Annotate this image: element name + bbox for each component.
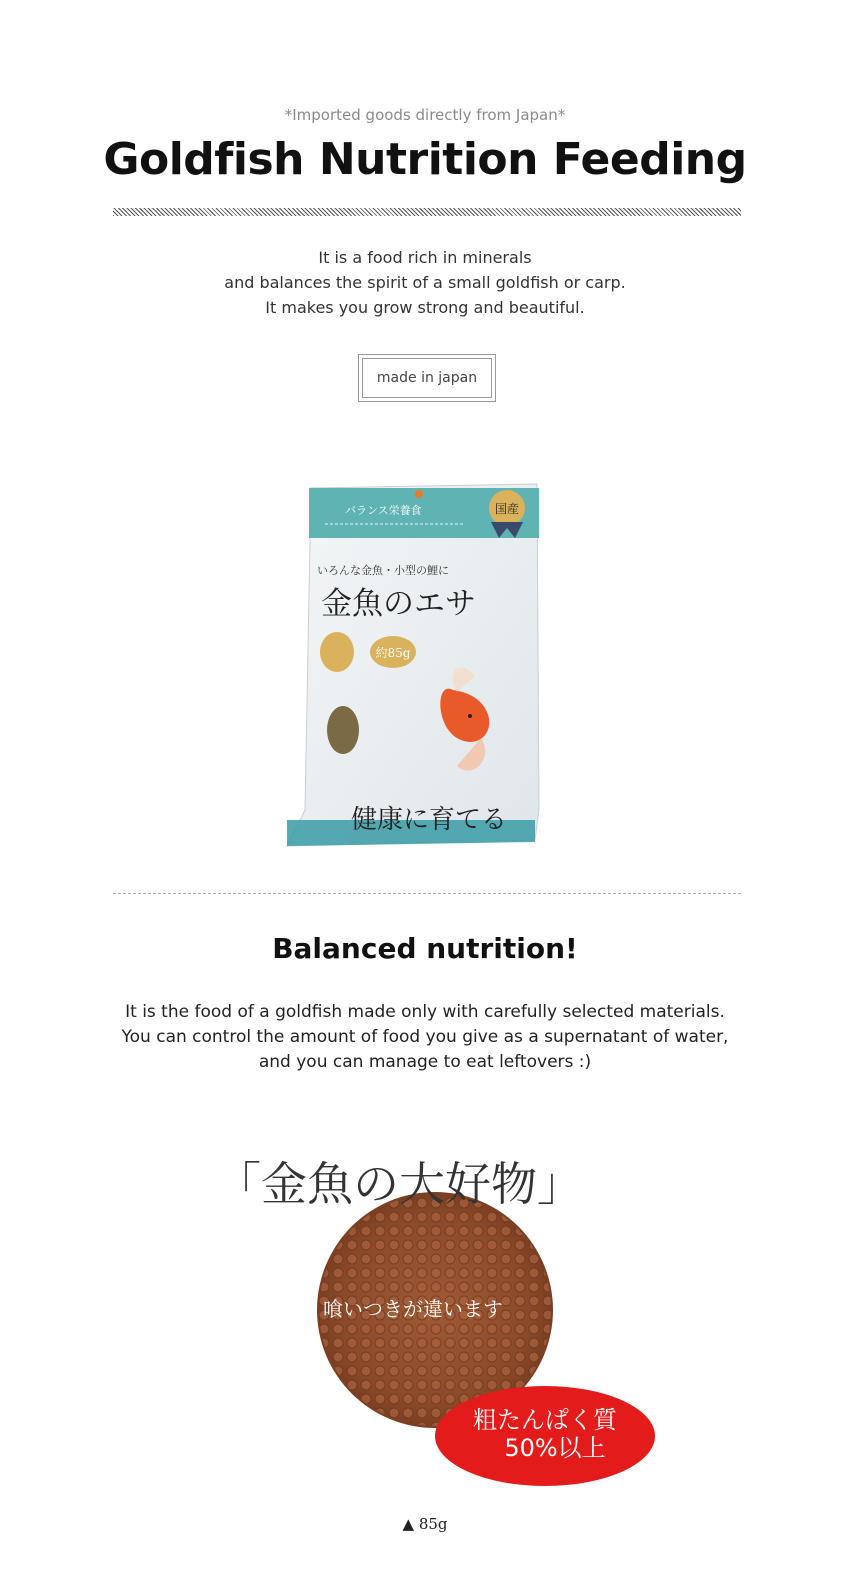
pellet-overlay-text: 喰いつきが違います <box>323 1297 503 1321</box>
weight-caption-text: 85g <box>418 1515 448 1533</box>
bag-product-name: 金魚のエサ <box>321 586 476 622</box>
description-line: You can control the amount of food you give as a supernatant of water, <box>121 1027 729 1047</box>
bag-weight-tag: 約85g <box>375 646 411 660</box>
pellet-headline: 「金魚の大好物」 <box>215 1157 583 1211</box>
pellet-image <box>205 1140 665 1490</box>
oval-line-2: 50%以上 <box>504 1434 606 1462</box>
bag-bottom-text: 健康に育てる <box>351 805 508 835</box>
intro-line: It is a food rich in minerals <box>318 248 532 267</box>
intro-text <box>0 245 850 320</box>
made-in-japan-badge <box>358 354 496 402</box>
bag-seal: 国産 <box>494 502 520 516</box>
badge-label: made in japan <box>362 358 492 398</box>
page-title: Goldfish Nutrition Feeding <box>103 134 747 185</box>
bag-top-label: バランス栄養食 <box>345 504 422 517</box>
bag-subline: いろんな金魚・小型の鯉に <box>317 564 449 577</box>
description-line: It is the food of a goldfish made only with carefully selected materials. <box>125 1002 725 1022</box>
import-subtitle: *Imported goods directly from Japan* <box>284 106 566 124</box>
product-bag-image <box>285 480 541 848</box>
oval-line-1: 粗たんぱく質 <box>473 1406 617 1434</box>
weight-caption <box>0 1515 850 1533</box>
hatched-divider <box>113 208 741 216</box>
section-description <box>0 1000 850 1075</box>
section-heading: Balanced nutrition! <box>272 932 578 965</box>
intro-line: It makes you grow strong and beautiful. <box>265 298 585 317</box>
dashed-divider <box>113 893 741 894</box>
triangle-up-icon: ▲ <box>402 1515 415 1533</box>
intro-line: and balances the spirit of a small goldfish or carp. <box>224 273 626 292</box>
description-line: and you can manage to eat leftovers :) <box>258 1052 592 1072</box>
